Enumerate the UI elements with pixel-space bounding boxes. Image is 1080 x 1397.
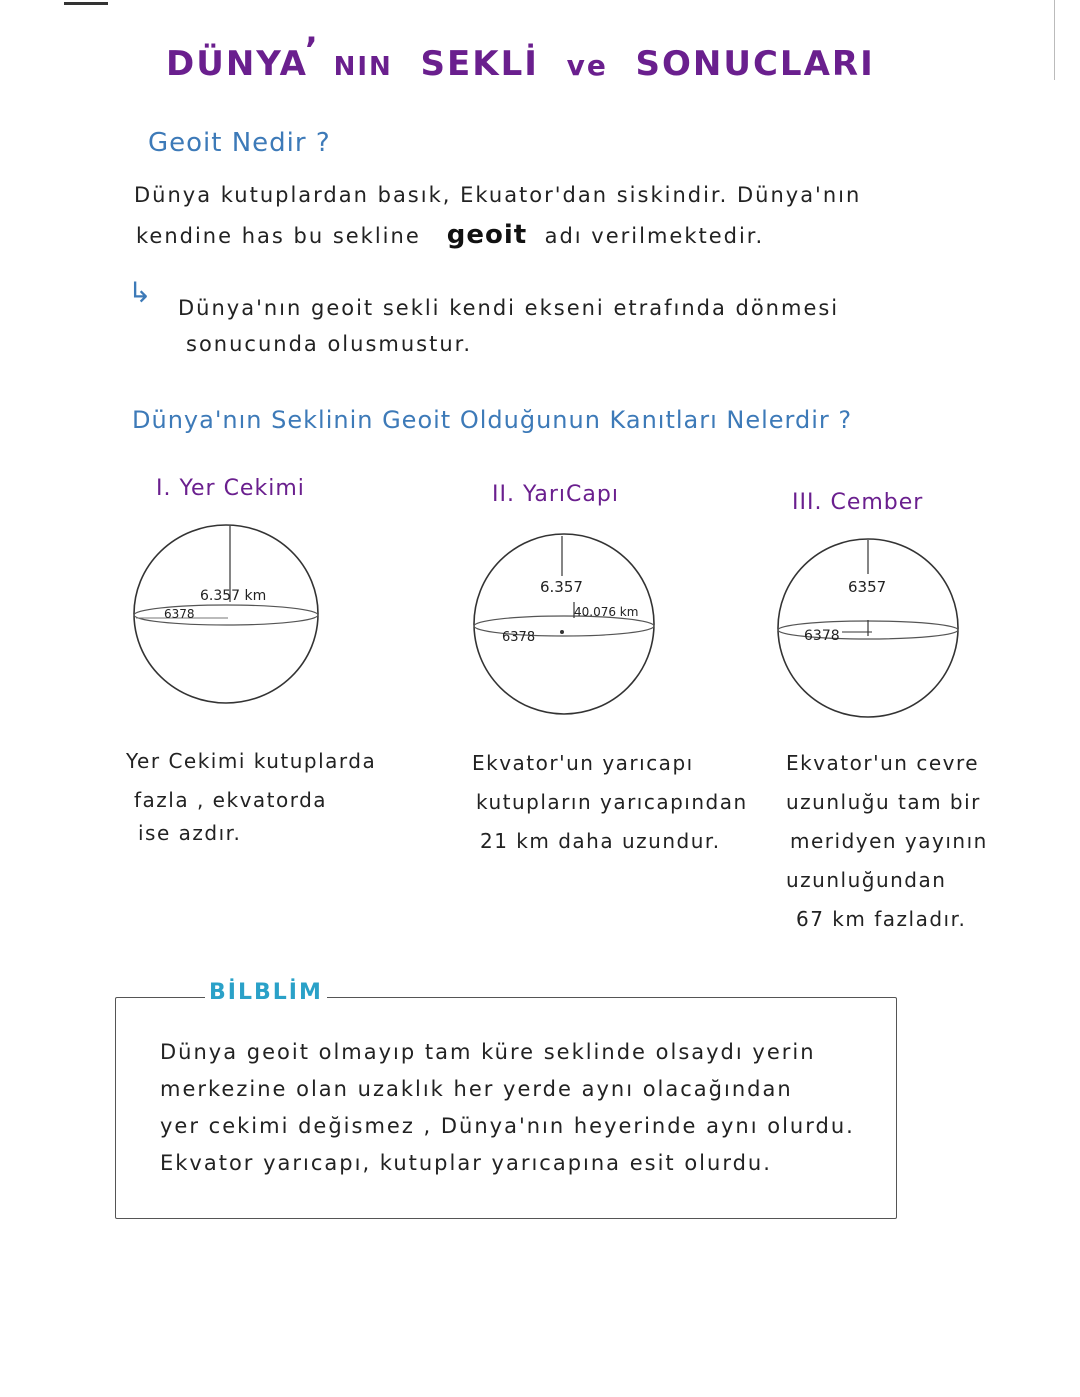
title-part4: ve <box>566 49 608 82</box>
title-part5: SONUCLARI <box>635 44 875 84</box>
title-part3: SEKLİ <box>420 44 539 84</box>
bilgi-line: merkezine olan uzaklık her yerde aynı olacağından <box>160 1077 793 1101</box>
diagram-yer-cekimi <box>124 520 334 710</box>
proof-text-2-line: kutupların yarıcapından <box>476 790 748 814</box>
geoit-line-2-after: adı verilmektedir. <box>544 224 765 248</box>
globe-outline <box>474 534 654 714</box>
polar-value: 6.357 km <box>200 588 267 604</box>
page-title <box>166 30 875 84</box>
title-apostrophe: ’ <box>304 30 320 70</box>
proof-text-3-line: uzunluğu tam bir <box>786 790 981 814</box>
polar-value: 6357 <box>848 578 887 596</box>
proof-text-3-line: uzunluğundan <box>786 868 947 892</box>
bilgi-text <box>160 1034 855 1182</box>
center-dot <box>560 630 564 634</box>
proof-text-1-line: Yer Cekimi kutuplarda <box>126 749 377 773</box>
proof-text-3 <box>786 744 988 939</box>
proof-text-1-line: ise azdır. <box>138 821 242 845</box>
diagram-cember <box>772 532 968 722</box>
geoit-note-line-2: sonucunda olusmustur. <box>186 332 473 356</box>
title-part2: NIN <box>333 52 393 82</box>
equator-line <box>134 605 318 625</box>
proof-text-3-line: 67 km fazladır. <box>796 907 967 931</box>
proofs-heading: Dünya'nın Seklinin Geoit Olduğunun Kanıtları Nelerdir ? <box>132 406 853 434</box>
equator-line <box>474 616 654 636</box>
geoit-line-2 <box>136 220 764 250</box>
bilgi-label: BİLBLİM <box>205 980 327 1005</box>
geoit-bold-word: geoit <box>446 220 528 250</box>
proof-text-1-line: fazla , ekvatorda <box>134 788 328 812</box>
globe-outline <box>134 525 318 703</box>
proof-text-3-line: Ekvator'un cevre <box>786 751 980 775</box>
equator-value: 6378 <box>502 630 536 645</box>
equator-value: 6378 <box>164 607 195 621</box>
bilgi-line: Dünya geoit olmayıp tam küre seklinde olsaydı yerin <box>160 1040 816 1064</box>
geoit-line-1: Dünya kutuplardan basık, Ekuator'dan siskindir. Dünya'nın <box>134 183 862 207</box>
proof-text-2-line: 21 km daha uzundur. <box>480 829 721 853</box>
geoit-heading: Geoit Nedir ? <box>148 128 331 158</box>
title-part1: DÜNYA <box>166 44 305 84</box>
proof-label-2: II. YarıCapı <box>492 482 619 507</box>
equator-value: 6378 <box>804 628 840 644</box>
proof-text-1 <box>126 742 376 853</box>
proof-text-2 <box>472 744 748 861</box>
proof-text-2-line: Ekvator'un yarıcapı <box>472 751 694 775</box>
polar-value: 6.357 <box>540 578 583 596</box>
diagram-yaricap <box>466 526 666 724</box>
bilgi-line: Ekvator yarıcapı, kutuplar yarıcapına esit olurdu. <box>160 1151 772 1175</box>
proof-label-1: I. Yer Cekimi <box>156 476 305 501</box>
bilgi-line: yer cekimi değismez , Dünya'nın heyerinde aynı olurdu. <box>160 1114 855 1138</box>
proof-text-3-line: meridyen yayının <box>790 829 988 853</box>
geoit-note-line-1: Dünya'nın geoit sekli kendi ekseni etrafında dönmesi <box>178 296 840 320</box>
proof-label-3: III. Cember <box>792 490 924 515</box>
right-edge-mark <box>1054 0 1055 80</box>
arrow-icon: ↳ <box>128 276 152 309</box>
extra-value: 40.076 km <box>574 605 639 619</box>
geoit-line-2-before: kendine has bu sekline <box>136 224 421 248</box>
corner-mark <box>64 2 108 5</box>
